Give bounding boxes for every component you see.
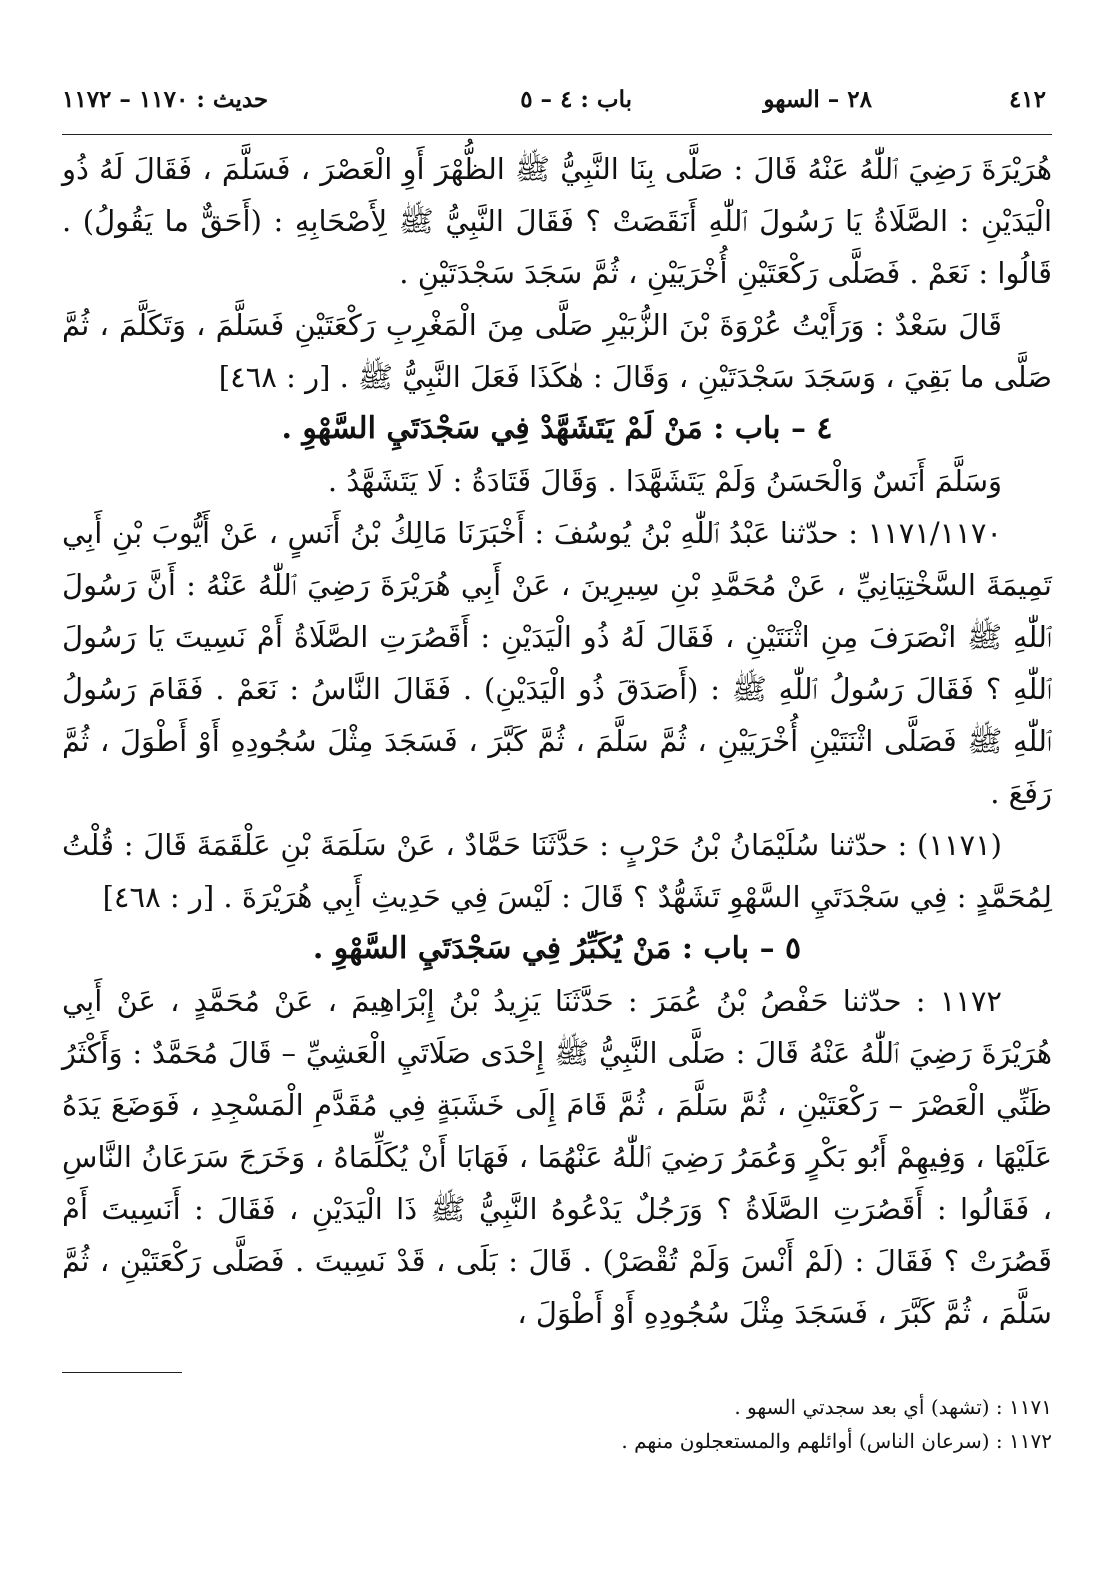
running-head <box>62 78 1052 122</box>
hadith-1171: (١١٧١) : حدّثنا سُلَيْمَانُ بْنُ حَرْبٍ : حَدَّثَنَا حَمَّادٌ ، عَنْ سَلَمَةَ بْنِ عَلْقَمَةَ قَالَ : قُلْتُ لِمُحَمَّدٍ : فِي سَجْدَتَيِ السَّهْوِ تَشَهُّدٌ ؟ قَالَ : لَيْسَ فِي حَدِيثِ أَبِي هُرَيْرَةَ . [ر : ٤٦٨] <box>62 828 1052 914</box>
main-text <box>62 143 1052 1339</box>
hadith-1170: ١١٧١/١١٧٠ : حدّثنا عَبْدُ ٱللّٰهِ بْنُ يُوسُفَ : أَخْبَرَنَا مَالِكُ بْنُ أَنَسٍ ، عَنْ أَيُّوبَ بْنِ أَبِي تَمِيمَةَ السَّخْتِيَانِيِّ ، عَنْ مُحَمَّدِ بْنِ سِيرِينَ ، عَنْ أَبِي هُرَيْرَةَ رَضِيَ ٱللّٰهُ عَنْهُ : أَنَّ رَسُولَ ٱللّٰهِ ﷺ انْصَرَفَ مِنِ اثْنَتَيْنِ ، فَقَالَ لَهُ ذُو الْيَدَيْنِ : أَقَصُرَتِ الصَّلَاةُ أَمْ نَسِيتَ يَا رَسُولَ ٱللّٰهِ ؟ فَقَالَ رَسُولُ ٱللّٰهِ ﷺ : (أَصَدَقَ ذُو الْيَدَيْنِ) . فَقَالَ النَّاسُ : نَعَمْ . فَقَامَ رَسُولُ ٱللّٰهِ ﷺ فَصَلَّى اثْنَتَيْنِ أُخْرَيَيْنِ ، ثُمَّ سَلَّمَ ، ثُمَّ كَبَّرَ ، فَسَجَدَ مِثْلَ سُجُودِهِ أَوْ أَطْوَلَ ، ثُمَّ رَفَعَ . <box>62 516 1052 810</box>
footnote-1172: ١١٧٢ : (سرعان الناس) أوائلهم والمستعجلون منهم . <box>621 1429 1052 1453</box>
hadith-range: حديث : ١١٧٠ – ١١٧٢ <box>62 86 269 113</box>
paragraph-anas: وَسَلَّمَ أَنَسٌ وَالْحَسَنُ وَلَمْ يَتَشَهَّدَا . وَقَالَ قَتَادَةُ : لَا يَتَشَهَّدُ . <box>327 464 1002 498</box>
bab-reference: باب : ٤ – ٥ <box>520 86 632 113</box>
footnotes <box>62 1390 1052 1458</box>
page-number: ٤١٢ <box>1008 86 1046 113</box>
document-page <box>62 78 1052 1548</box>
paragraph-saad: قَالَ سَعْدٌ : وَرَأَيْتُ عُرْوَةَ بْنَ الزُّبَيْرِ صَلَّى مِنَ الْمَغْرِبِ رَكْعَتَيْنِ فَسَلَّمَ ، وَتَكَلَّمَ ، ثُمَّ صَلَّى ما بَقِيَ ، وَسَجَدَ سَجْدَتَيْنِ ، وَقَالَ : هٰكَذَا فَعَلَ النَّبِيُّ ﷺ . [ر : ٤٦٨] <box>62 308 1052 394</box>
header-divider <box>62 134 1052 135</box>
footnote-divider <box>62 1372 182 1373</box>
chapter-heading-5: ٥ – باب : مَنْ يُكَبِّرُ فِي سَجْدَتَيِ السَّهْوِ . <box>312 931 802 966</box>
footnote-1171: ١١٧١ : (تشهد) أي بعد سجدتي السهو . <box>734 1395 1052 1419</box>
paragraph-continuation: هُرَيْرَةَ رَضِيَ ٱللّٰهُ عَنْهُ قَالَ : صَلَّى بِنَا النَّبِيُّ ﷺ الظُّهْرَ أَوِ الْعَصْرَ ، فَسَلَّمَ ، فَقَالَ لَهُ ذُو الْيَدَيْنِ : الصَّلَاةُ يَا رَسُولَ ٱللّٰهِ أَنَقَصَتْ ؟ فَقَالَ النَّبِيُّ ﷺ لِأَصْحَابِهِ : (أَحَقٌّ ما يَقُولُ) . قَالُوا : نَعَمْ . فَصَلَّى رَكْعَتَيْنِ أُخْرَيَيْنِ ، ثُمَّ سَجَدَ سَجْدَتَيْنِ . <box>62 152 1052 290</box>
chapter-title: ٢٨ – السهو <box>763 86 872 113</box>
chapter-heading-4: ٤ – باب : مَنْ لَمْ يَتَشَهَّدْ فِي سَجْدَتَيِ السَّهْوِ . <box>281 411 833 446</box>
hadith-1172: ١١٧٢ : حدّثنا حَفْصُ بْنُ عُمَرَ : حَدَّثَنَا يَزِيدُ بْنُ إِبْرَاهِيمَ ، عَنْ مُحَمَّدٍ ، عَنْ أَبِي هُرَيْرَةَ رَضِيَ ٱللّٰهُ عَنْهُ قَالَ : صَلَّى النَّبِيُّ ﷺ إِحْدَى صَلَاتَيِ الْعَشِيِّ – قَالَ مُحَمَّدٌ : وَأَكْثَرُ ظَنِّي الْعَصْرَ – رَكْعَتَيْنِ ، ثُمَّ سَلَّمَ ، ثُمَّ قَامَ إِلَى خَشَبَةٍ فِي مُقَدَّمِ الْمَسْجِدِ ، فَوَضَعَ يَدَهُ عَلَيْهَا ، وَفِيهِمْ أَبُو بَكْرٍ وَعُمَرُ رَضِيَ ٱللّٰهُ عَنْهُمَا ، فَهَابَا أَنْ يُكَلِّمَاهُ ، وَخَرَجَ سَرَعَانُ النَّاسِ ، فَقَالُوا : أَقَصُرَتِ الصَّلَاةُ ؟ وَرَجُلٌ يَدْعُوهُ النَّبِيُّ ﷺ ذَا الْيَدَيْنِ ، فَقَالَ : أَنَسِيتَ أَمْ قَصُرَتْ ؟ فَقَالَ : (لَمْ أَنْسَ وَلَمْ تُقْصَرْ) . قَالَ : بَلَى ، قَدْ نَسِيتَ . فَصَلَّى رَكْعَتَيْنِ ، ثُمَّ سَلَّمَ ، ثُمَّ كَبَّرَ ، فَسَجَدَ مِثْلَ سُجُودِهِ أَوْ أَطْوَلَ ، <box>62 984 1052 1330</box>
